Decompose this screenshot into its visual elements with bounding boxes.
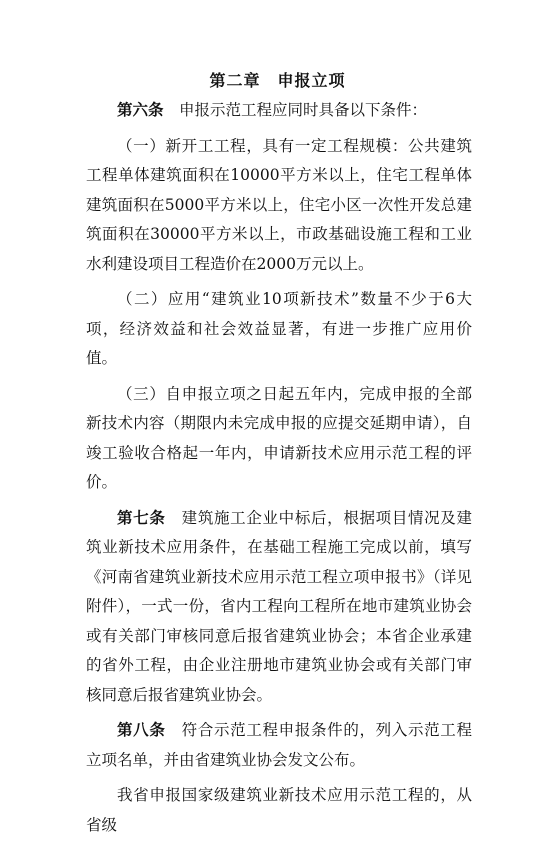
continuation-paragraph bbox=[86, 781, 472, 840]
article-text: 申报示范工程应同时具备以下条件： bbox=[163, 101, 428, 119]
article-8 bbox=[86, 716, 472, 775]
article-text: 符合示范工程申报条件的，列入示范工程立项名单，并由省建筑业协会发文公布。 bbox=[86, 721, 472, 769]
article-text: 建筑施工企业中标后，根据项目情况及建筑业新技术应用条件，在基础工程施工完成以前，填写《河南省建筑业新技术应用示范工程立项申报书》（详见附件），一式一份，省内工程向工程所在地市建筑业协会或有关部门审核同意后报省建筑业协会；本省企业承建的省外工程，由企业注册地市建筑业协会或有关部门审核同意后报省建筑业协会。 bbox=[86, 508, 472, 704]
condition-2 bbox=[86, 285, 472, 374]
article-number: 第六条 bbox=[117, 101, 164, 119]
condition-3 bbox=[86, 380, 472, 498]
chapter-title: 第二章 申报立项 bbox=[209, 71, 346, 90]
document-body bbox=[86, 96, 472, 846]
article-number: 第七条 bbox=[117, 508, 166, 527]
condition-1 bbox=[86, 132, 472, 280]
article-6 bbox=[86, 96, 472, 126]
article-number: 第八条 bbox=[117, 721, 166, 739]
condition-text: （一）新开工工程，具有一定工程规模：公共建筑工程单体建筑面积在10000平方米以上，住宅工程单体建筑面积在5000平方米以上，住宅小区一次性开发总建筑面积在30000平方米以上，市政基础设施工程和工业水利建设项目工程造价在2000万元以上。 bbox=[86, 136, 472, 273]
article-7 bbox=[86, 504, 472, 711]
condition-text: （三）自申报立项之日起五年内，完成申报的全部新技术内容（期限内未完成申报的应提交延期申请），自竣工验收合格起一年内，申请新技术应用示范工程的评价。 bbox=[86, 384, 472, 491]
paragraph-text: 我省申报国家级建筑业新技术应用示范工程的，从省级 bbox=[86, 786, 472, 834]
condition-text: （二）应用“建筑业10项新技术”数量不少于6大项，经济效益和社会效益显著，有进一步推广应用价值。 bbox=[86, 290, 472, 367]
